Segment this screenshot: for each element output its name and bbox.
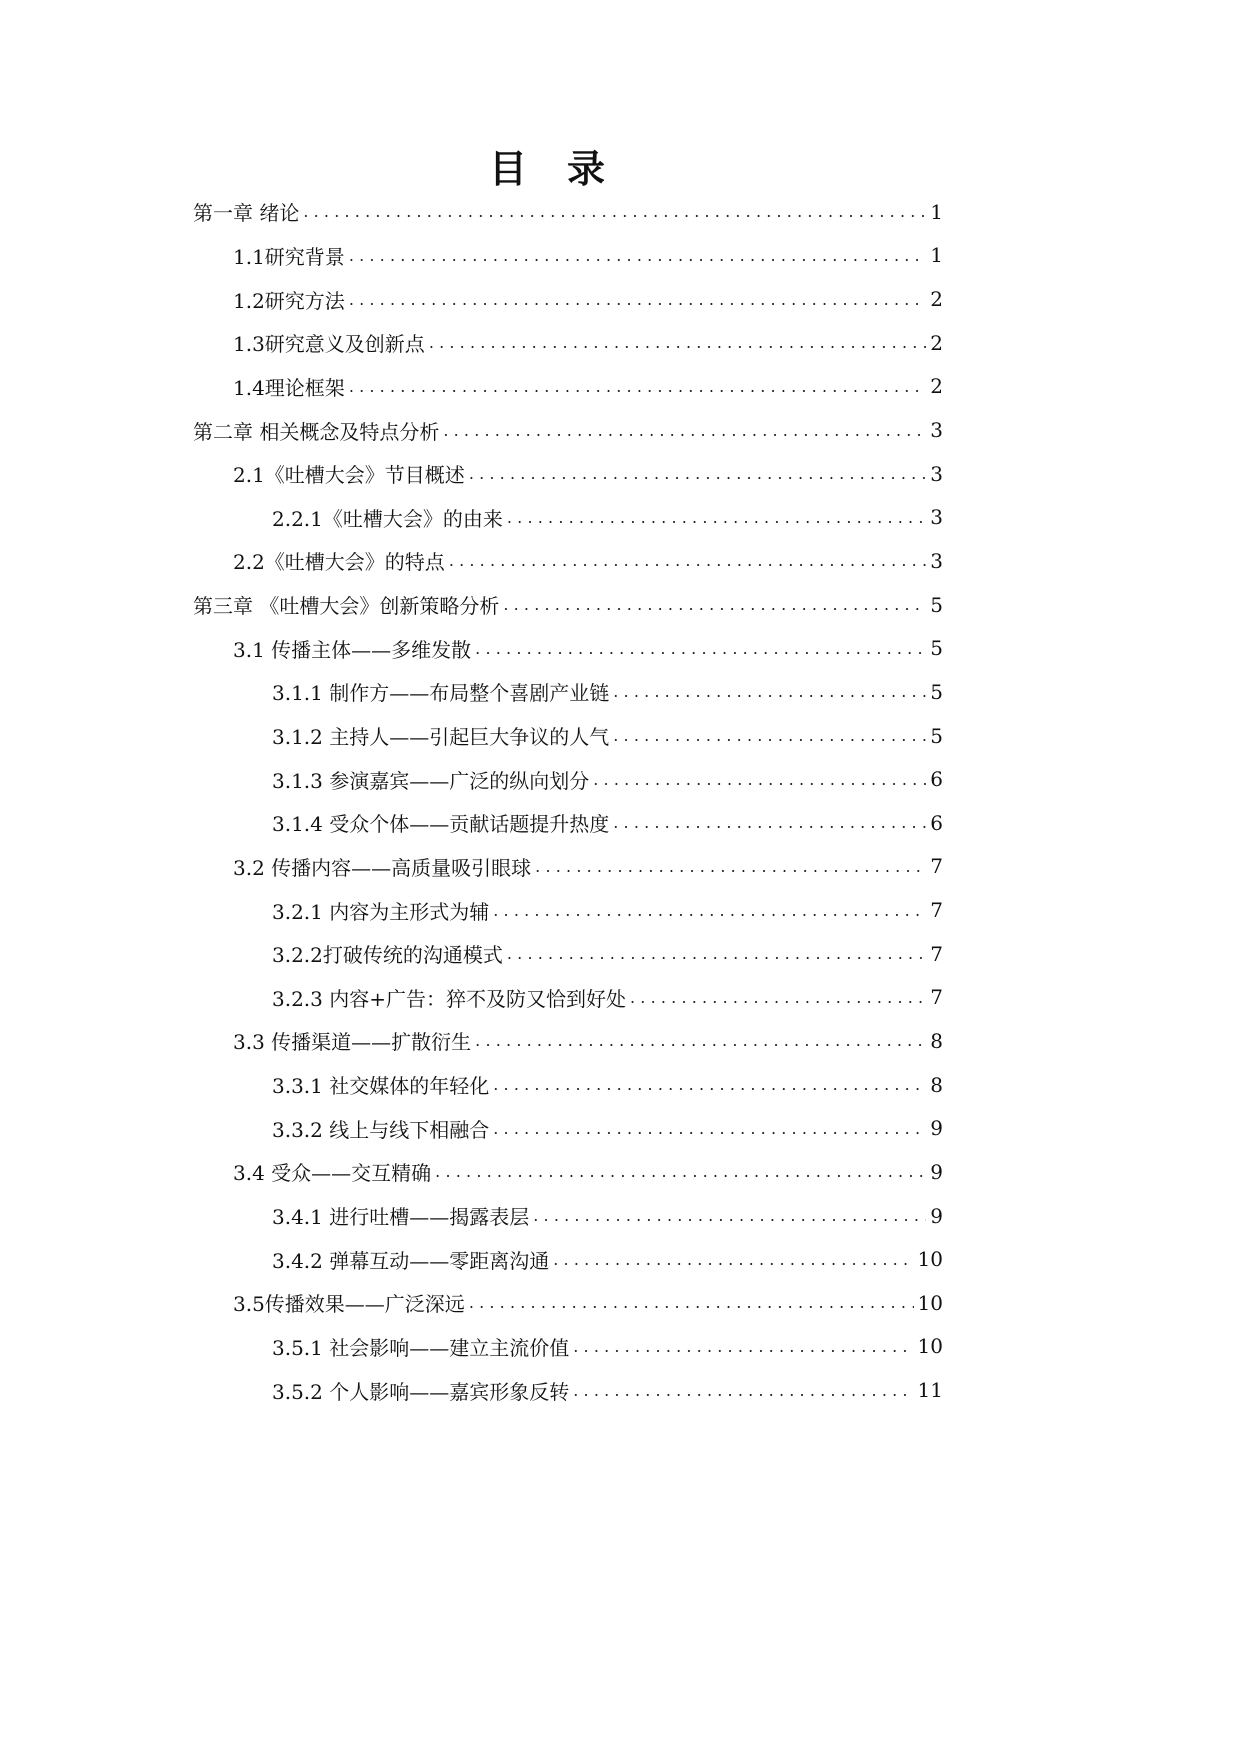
toc-entry-label: 3.5.1 社会影响——建立主流价值 <box>272 1335 570 1360</box>
table-of-contents <box>193 190 943 1412</box>
toc-entry[interactable] <box>193 1368 943 1412</box>
toc-entry-page: 10 <box>917 1247 943 1272</box>
toc-entry[interactable] <box>193 757 943 801</box>
dot-leader <box>349 246 926 265</box>
toc-entry-page: 2 <box>930 374 943 399</box>
toc-entry-page: 8 <box>930 1072 943 1097</box>
toc-entry[interactable] <box>193 626 943 670</box>
toc-entry-page: 3 <box>930 418 943 443</box>
toc-entry-page: 9 <box>930 1159 943 1184</box>
toc-entry-page: 5 <box>930 592 943 617</box>
dot-leader <box>593 770 926 789</box>
dot-leader <box>535 857 926 876</box>
dot-leader <box>533 1206 926 1225</box>
toc-entry-page: 5 <box>930 679 943 704</box>
toc-entry[interactable] <box>193 234 943 278</box>
toc-entry[interactable] <box>193 1106 943 1150</box>
toc-entry-label: 3.3.1 社交媒体的年轻化 <box>272 1074 490 1099</box>
toc-entry-page: 7 <box>930 941 943 966</box>
toc-entry-label: 3.2.2打破传统的沟通模式 <box>272 943 503 968</box>
toc-entry[interactable] <box>193 1194 943 1238</box>
toc-entry[interactable] <box>193 888 943 932</box>
toc-entry[interactable] <box>193 583 943 627</box>
toc-entry-label: 3.2.3 内容+广告：猝不及防又恰到好处 <box>272 986 627 1011</box>
dot-leader <box>613 813 926 832</box>
toc-entry-page: 11 <box>917 1378 943 1403</box>
toc-entry-label: 3.1.3 参演嘉宾——广泛的纵向划分 <box>272 768 590 793</box>
toc-entry-page: 1 <box>930 243 943 268</box>
toc-entry-label: 3.1.4 受众个体——贡献话题提升热度 <box>272 812 610 837</box>
toc-entry-label: 3.2.1 内容为主形式为辅 <box>272 899 490 924</box>
toc-entry[interactable] <box>193 408 943 452</box>
toc-entry[interactable] <box>193 801 943 845</box>
toc-entry-page: 3 <box>930 461 943 486</box>
toc-entry-label: 3.3.2 线上与线下相融合 <box>272 1117 490 1142</box>
toc-entry-label: 3.1 传播主体——多维发散 <box>233 637 472 662</box>
toc-entry-label: 第三章 《吐槽大会》创新策略分析 <box>193 594 500 619</box>
toc-entry[interactable] <box>193 845 943 889</box>
dot-leader <box>573 1381 913 1400</box>
toc-entry-page: 9 <box>930 1203 943 1228</box>
toc-entry[interactable] <box>193 277 943 321</box>
toc-entry[interactable] <box>193 539 943 583</box>
toc-entry[interactable] <box>193 1019 943 1063</box>
page-title: 目录 <box>488 147 645 191</box>
toc-entry-label: 2.2《吐槽大会》的特点 <box>233 550 445 575</box>
dot-leader <box>469 1293 914 1312</box>
toc-entry-label: 第二章 相关概念及特点分析 <box>193 419 440 444</box>
toc-entry-page: 2 <box>930 330 943 355</box>
dot-leader <box>349 377 926 396</box>
dot-leader <box>503 595 926 614</box>
toc-entry-label: 3.3 传播渠道——扩散衍生 <box>233 1030 472 1055</box>
dot-leader <box>443 421 926 440</box>
dot-leader <box>493 901 926 920</box>
toc-entry[interactable] <box>193 1281 943 1325</box>
toc-entry-label: 1.2研究方法 <box>233 288 345 313</box>
dot-leader <box>630 988 926 1007</box>
toc-entry-label: 3.5.2 个人影响——嘉宾形象反转 <box>272 1379 570 1404</box>
dot-leader <box>475 1031 926 1050</box>
toc-entry-page: 5 <box>930 723 943 748</box>
toc-entry[interactable] <box>193 1325 943 1369</box>
dot-leader <box>507 944 926 963</box>
toc-entry-page: 8 <box>930 1028 943 1053</box>
toc-entry[interactable] <box>193 976 943 1020</box>
dot-leader <box>449 551 926 570</box>
toc-entry-page: 5 <box>930 636 943 661</box>
toc-entry-label: 3.5传播效果——广泛深远 <box>233 1292 465 1317</box>
dot-leader <box>613 682 926 701</box>
toc-entry-page: 6 <box>930 767 943 792</box>
toc-entry-page: 3 <box>930 505 943 530</box>
toc-entry[interactable] <box>193 1150 943 1194</box>
toc-entry-page: 9 <box>930 1116 943 1141</box>
dot-leader <box>493 1075 926 1094</box>
toc-entry-page: 1 <box>930 199 943 224</box>
toc-entry-label: 3.1.2 主持人——引起巨大争议的人气 <box>272 725 610 749</box>
dot-leader <box>553 1250 913 1269</box>
toc-entry-page: 6 <box>930 810 943 835</box>
toc-entry-page: 10 <box>917 1290 943 1315</box>
toc-entry[interactable] <box>193 932 943 976</box>
toc-entry-page: 10 <box>917 1334 943 1359</box>
dot-leader <box>493 1119 926 1138</box>
toc-entry-page: 2 <box>930 287 943 312</box>
toc-entry[interactable] <box>193 365 943 409</box>
toc-entry-label: 3.4 受众——交互精确 <box>233 1161 432 1186</box>
toc-entry[interactable] <box>193 1237 943 1281</box>
dot-leader <box>475 639 926 658</box>
toc-entry[interactable] <box>193 190 943 234</box>
dot-leader <box>435 1162 926 1181</box>
dot-leader <box>349 290 926 309</box>
toc-entry-label: 3.4.2 弹幕互动——零距离沟通 <box>272 1248 550 1273</box>
toc-entry-label: 1.3研究意义及创新点 <box>233 332 425 357</box>
toc-entry-label: 3.2 传播内容——高质量吸引眼球 <box>233 855 532 880</box>
toc-entry[interactable] <box>193 1063 943 1107</box>
dot-leader <box>429 333 926 352</box>
dot-leader <box>303 202 926 221</box>
toc-entry-page: 7 <box>930 854 943 879</box>
toc-entry-page: 7 <box>930 985 943 1010</box>
toc-entry[interactable] <box>193 452 943 496</box>
dot-leader <box>469 464 926 483</box>
dot-leader <box>507 508 926 527</box>
toc-entry-page: 7 <box>930 898 943 923</box>
toc-entry[interactable] <box>193 670 943 714</box>
toc-entry-label: 1.1研究背景 <box>233 244 345 269</box>
toc-entry-label: 1.4理论框架 <box>233 375 345 400</box>
toc-entry-label: 3.4.1 进行吐槽——揭露表层 <box>272 1205 530 1230</box>
toc-entry[interactable] <box>193 495 943 539</box>
toc-entry-page: 3 <box>930 548 943 573</box>
toc-entry-label: 2.2.1《吐槽大会》的由来 <box>272 506 503 531</box>
toc-entry-label: 第一章 绪论 <box>193 201 300 226</box>
dot-leader <box>613 726 926 745</box>
dot-leader <box>573 1337 913 1356</box>
toc-entry[interactable] <box>193 321 943 365</box>
toc-entry-label: 3.1.1 制作方——布局整个喜剧产业链 <box>272 681 610 706</box>
toc-entry-label: 2.1《吐槽大会》节目概述 <box>233 463 465 488</box>
toc-entry[interactable] <box>193 714 943 758</box>
